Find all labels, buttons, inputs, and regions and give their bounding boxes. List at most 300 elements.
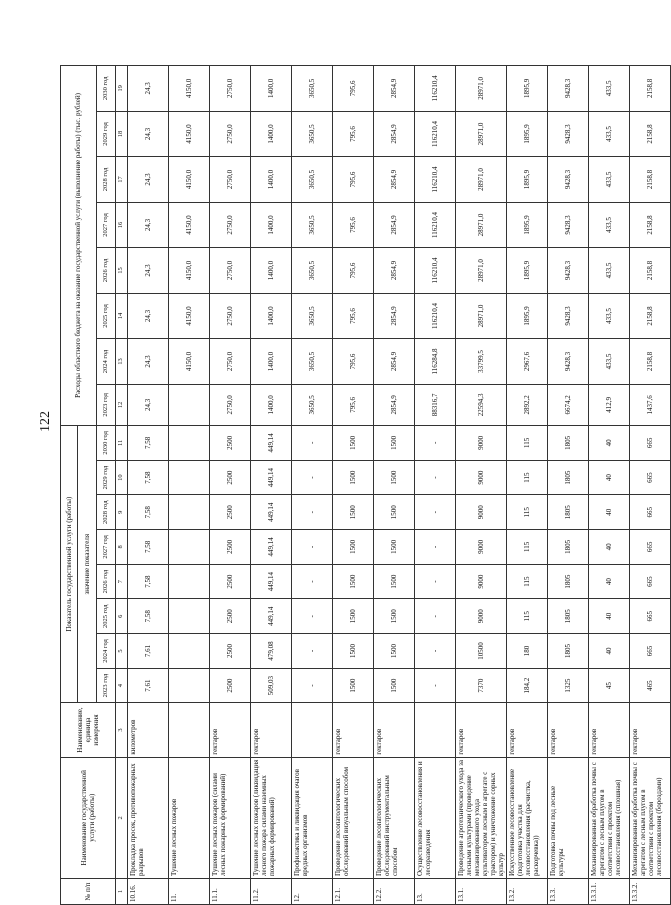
column-number: 4 xyxy=(116,668,128,703)
expense-value: 3650,5 xyxy=(292,157,333,203)
indicator-value: - xyxy=(292,634,333,669)
expense-value: 795,6 xyxy=(333,202,374,248)
table-row xyxy=(251,66,292,905)
indicator-value: 665 xyxy=(630,425,671,460)
expense-value: 24,3 xyxy=(128,339,169,385)
header-name: Наименование государственной услуги (работы) xyxy=(61,757,116,878)
expense-value: 24,3 xyxy=(128,248,169,294)
page-number: 122 xyxy=(38,411,53,432)
indicator-value: 2500 xyxy=(210,564,251,599)
expense-value: 9428,3 xyxy=(548,293,589,339)
indicator-value: 2500 xyxy=(210,495,251,530)
header-no: № п/п xyxy=(61,879,116,905)
expense-value: 3650,5 xyxy=(292,339,333,385)
expense-value: 2854,9 xyxy=(374,202,415,248)
expense-value: 9428,3 xyxy=(548,339,589,385)
expense-value: 2750,0 xyxy=(210,111,251,157)
indicator-value: - xyxy=(292,668,333,703)
indicator-value: 479,08 xyxy=(251,634,292,669)
expense-value: 2158,8 xyxy=(630,248,671,294)
unit-of-measure xyxy=(415,703,456,757)
indicator-value: 9000 xyxy=(456,599,507,634)
expense-value: 9428,3 xyxy=(548,111,589,157)
column-number: 16 xyxy=(116,202,128,248)
header-year-ind: 2025 год xyxy=(97,599,116,634)
header-year-ind: 2024 год xyxy=(97,634,116,669)
indicator-value: 2500 xyxy=(210,425,251,460)
indicator-value: 665 xyxy=(630,564,671,599)
rotated-table-container xyxy=(60,65,664,905)
expense-value: 9428,3 xyxy=(548,66,589,112)
indicator-value: 115 xyxy=(507,495,548,530)
indicator-value: 7370 xyxy=(456,668,507,703)
expense-value: 24,3 xyxy=(128,384,169,425)
row-number: 13.1. xyxy=(456,879,507,905)
expense-value: 1400,0 xyxy=(251,202,292,248)
indicator-value: 2500 xyxy=(210,530,251,565)
indicator-value: - xyxy=(415,668,456,703)
expense-value: 4150,0 xyxy=(169,111,210,157)
indicator-value: 40 xyxy=(589,530,630,565)
expense-value: 1400,0 xyxy=(251,384,292,425)
column-number: 12 xyxy=(116,384,128,425)
expense-value: 6674,2 xyxy=(548,384,589,425)
indicator-value: - xyxy=(292,564,333,599)
header-year-exp: 2024 год xyxy=(97,339,116,385)
indicator-value xyxy=(169,634,210,669)
indicator-value: 1500 xyxy=(333,634,374,669)
row-number: 12.2. xyxy=(374,879,415,905)
column-number: 3 xyxy=(116,703,128,757)
indicator-value: 7,58 xyxy=(128,530,169,565)
unit-of-measure: километров xyxy=(128,703,169,757)
table-row xyxy=(333,66,374,905)
table-row xyxy=(128,66,169,905)
expense-value: 3650,5 xyxy=(292,248,333,294)
indicator-value: 1500 xyxy=(333,564,374,599)
table-row xyxy=(374,66,415,905)
column-number: 9 xyxy=(116,495,128,530)
expense-value: 1400,0 xyxy=(251,157,292,203)
indicator-value: - xyxy=(292,460,333,495)
indicator-value: - xyxy=(415,634,456,669)
expense-value: 9428,3 xyxy=(548,157,589,203)
expense-value: 2750,0 xyxy=(210,339,251,385)
expense-value: 2854,9 xyxy=(374,111,415,157)
indicator-value: 7,58 xyxy=(128,564,169,599)
expense-value: 116210,4 xyxy=(415,293,456,339)
row-number: 13.3.2. xyxy=(630,879,671,905)
indicator-value: 45 xyxy=(589,668,630,703)
indicator-value: - xyxy=(415,530,456,565)
expense-value: 24,3 xyxy=(128,293,169,339)
expense-value: 1895,9 xyxy=(507,202,548,248)
indicator-value: - xyxy=(292,530,333,565)
expense-value: 2854,9 xyxy=(374,339,415,385)
indicator-value: 7,58 xyxy=(128,599,169,634)
header-year-ind: 2028 год xyxy=(97,495,116,530)
row-number: 10.16. xyxy=(128,879,169,905)
indicator-value: 665 xyxy=(630,634,671,669)
indicator-value: 40 xyxy=(589,460,630,495)
indicator-value: 180 xyxy=(507,634,548,669)
expense-value: 433,5 xyxy=(589,202,630,248)
table-row xyxy=(169,66,210,905)
expense-value: 116210,4 xyxy=(415,157,456,203)
expense-value: 2854,9 xyxy=(374,157,415,203)
indicator-value: - xyxy=(292,599,333,634)
indicator-value: 2500 xyxy=(210,634,251,669)
expense-value: 28971,0 xyxy=(456,66,507,112)
expense-value: 2892,2 xyxy=(507,384,548,425)
indicator-value xyxy=(169,599,210,634)
indicator-value: - xyxy=(292,495,333,530)
indicator-value: 115 xyxy=(507,530,548,565)
indicator-value: 449,14 xyxy=(251,564,292,599)
service-name: Осуществление лесовосстановления и лесоразведения xyxy=(415,757,456,878)
indicator-value: 9000 xyxy=(456,460,507,495)
expense-value: 412,9 xyxy=(589,384,630,425)
indicator-value: 1500 xyxy=(374,530,415,565)
indicator-value xyxy=(169,530,210,565)
expense-value: 433,5 xyxy=(589,111,630,157)
indicator-value: 7,61 xyxy=(128,634,169,669)
indicator-value: 1805 xyxy=(548,599,589,634)
row-number: 13.2. xyxy=(507,879,548,905)
expense-value: 433,5 xyxy=(589,339,630,385)
header-year-exp: 2028 год xyxy=(97,157,116,203)
row-number: 12. xyxy=(292,879,333,905)
service-name: Механизированная обработка почвы с агрегатом с лесным плугом в соответствии с проектом лесовосстановления (бороздами) xyxy=(630,757,671,878)
header-year-exp: 2025 год xyxy=(97,293,116,339)
expense-value: 28971,0 xyxy=(456,248,507,294)
expense-value: 2158,8 xyxy=(630,293,671,339)
expense-value: 1895,9 xyxy=(507,157,548,203)
expense-value: 3650,5 xyxy=(292,66,333,112)
indicator-value: 1500 xyxy=(374,425,415,460)
indicator-value: 9000 xyxy=(456,564,507,599)
expense-value: 1437,6 xyxy=(630,384,671,425)
expense-value: 2750,0 xyxy=(210,248,251,294)
indicator-value: 1500 xyxy=(374,564,415,599)
expense-value: 2158,8 xyxy=(630,157,671,203)
indicator-value: - xyxy=(415,599,456,634)
unit-of-measure: гектаров xyxy=(210,703,251,757)
indicator-value: - xyxy=(415,495,456,530)
expense-value: 1895,9 xyxy=(507,111,548,157)
expense-value: 1400,0 xyxy=(251,66,292,112)
indicator-value: 449,14 xyxy=(251,530,292,565)
expense-value: 4150,0 xyxy=(169,248,210,294)
service-name: Проведение лесопатологических обследований визуальным способом xyxy=(333,757,374,878)
header-year-ind: 2029 год xyxy=(97,460,116,495)
indicator-value: 40 xyxy=(589,599,630,634)
expense-value: 33799,5 xyxy=(456,339,507,385)
row-number: 13.3. xyxy=(548,879,589,905)
column-number: 7 xyxy=(116,564,128,599)
expense-value: 795,6 xyxy=(333,111,374,157)
indicator-value: 449,14 xyxy=(251,495,292,530)
expense-value: 22594,3 xyxy=(456,384,507,425)
indicator-value: 665 xyxy=(630,460,671,495)
row-number: 12.1. xyxy=(333,879,374,905)
indicator-value: 115 xyxy=(507,425,548,460)
expense-value: 433,5 xyxy=(589,157,630,203)
header-year-exp: 2023 год xyxy=(97,384,116,425)
unit-of-measure xyxy=(292,703,333,757)
indicator-value: 1805 xyxy=(548,564,589,599)
expense-value: 795,6 xyxy=(333,248,374,294)
expense-value: 433,5 xyxy=(589,293,630,339)
indicator-value: 1500 xyxy=(333,425,374,460)
expense-value: 28971,0 xyxy=(456,157,507,203)
table-row xyxy=(456,66,507,905)
column-number: 15 xyxy=(116,248,128,294)
unit-of-measure: гектаров xyxy=(456,703,507,757)
expense-value: 2158,8 xyxy=(630,202,671,248)
expense-value: 2158,8 xyxy=(630,66,671,112)
row-number: 11.1. xyxy=(210,879,251,905)
expense-value: 24,3 xyxy=(128,202,169,248)
expense-value: 24,3 xyxy=(128,111,169,157)
column-number: 8 xyxy=(116,530,128,565)
expense-value: 1400,0 xyxy=(251,339,292,385)
expense-value: 795,6 xyxy=(333,66,374,112)
expense-value: 2854,9 xyxy=(374,248,415,294)
indicator-value: 1325 xyxy=(548,668,589,703)
service-name: Подготовка почвы под лесные культуры xyxy=(548,757,589,878)
unit-of-measure: гектаров xyxy=(507,703,548,757)
indicator-value: 449,14 xyxy=(251,599,292,634)
indicator-value: 10500 xyxy=(456,634,507,669)
service-name: Тушение лесных пожаров (ликвидация лесного пожара силами наземных пожарных формирований) xyxy=(251,757,292,878)
indicator-value: 1805 xyxy=(548,530,589,565)
table-row xyxy=(292,66,333,905)
expense-value: 4150,0 xyxy=(169,293,210,339)
indicator-value: 2500 xyxy=(210,460,251,495)
indicator-value: 665 xyxy=(630,599,671,634)
indicator-value: 665 xyxy=(630,495,671,530)
expense-value: 116210,4 xyxy=(415,111,456,157)
row-number: 11.2. xyxy=(251,879,292,905)
unit-of-measure: гектаров xyxy=(589,703,630,757)
indicator-value: 1805 xyxy=(548,495,589,530)
column-number: 1 xyxy=(116,879,128,905)
column-number: 5 xyxy=(116,634,128,669)
expense-value: 2158,8 xyxy=(630,339,671,385)
indicator-value: 1500 xyxy=(374,495,415,530)
expense-value: 2750,0 xyxy=(210,384,251,425)
indicator-value xyxy=(169,564,210,599)
unit-of-measure: гектаров xyxy=(374,703,415,757)
indicator-value: 1500 xyxy=(333,460,374,495)
expense-value: 1400,0 xyxy=(251,293,292,339)
expense-value: 116210,4 xyxy=(415,202,456,248)
expense-value: 2854,9 xyxy=(374,384,415,425)
service-name: Проведение агротехнического ухода за лесными культурами (проведение механизированного ухода культиватором лесным в агрегате с трактором) и уничтожение сорных культур xyxy=(456,757,507,878)
indicator-value: 1805 xyxy=(548,425,589,460)
indicator-value: 40 xyxy=(589,495,630,530)
expense-value: 2750,0 xyxy=(210,66,251,112)
expense-value: 2854,9 xyxy=(374,66,415,112)
indicator-value: 9000 xyxy=(456,425,507,460)
expense-value: 2750,0 xyxy=(210,202,251,248)
expense-value: 3650,5 xyxy=(292,111,333,157)
indicator-value xyxy=(169,495,210,530)
expense-value: 28971,0 xyxy=(456,111,507,157)
indicator-value: 1805 xyxy=(548,460,589,495)
header-year-exp: 2030 год xyxy=(97,66,116,112)
expense-value: 116210,4 xyxy=(415,248,456,294)
expense-value: 1895,9 xyxy=(507,293,548,339)
expense-value: 795,6 xyxy=(333,339,374,385)
expense-value: 2967,6 xyxy=(507,339,548,385)
table-row xyxy=(548,66,589,905)
expense-value: 4150,0 xyxy=(169,339,210,385)
expense-value: 116210,4 xyxy=(415,66,456,112)
indicator-value: 1500 xyxy=(333,530,374,565)
header-year-exp: 2026 год xyxy=(97,248,116,294)
column-number: 17 xyxy=(116,157,128,203)
expense-value: 433,5 xyxy=(589,66,630,112)
indicator-value: 1500 xyxy=(333,495,374,530)
indicator-value: 115 xyxy=(507,564,548,599)
unit-of-measure: гектаров xyxy=(251,703,292,757)
indicator-value: 1500 xyxy=(374,599,415,634)
indicator-value xyxy=(169,460,210,495)
indicator-value: 40 xyxy=(589,425,630,460)
expense-value: 433,5 xyxy=(589,248,630,294)
expense-value: 2158,8 xyxy=(630,111,671,157)
service-name: Профилактика и ликвидация очагов вредных организмов xyxy=(292,757,333,878)
indicator-value xyxy=(169,425,210,460)
expense-value: 1895,9 xyxy=(507,66,548,112)
service-name: Проведение лесопатологических обследований инструментальным способом xyxy=(374,757,415,878)
table-row xyxy=(630,66,671,905)
expense-value: 795,6 xyxy=(333,293,374,339)
expense-value: 2750,0 xyxy=(210,293,251,339)
expense-value xyxy=(169,384,210,425)
indicator-value: 40 xyxy=(589,634,630,669)
column-number: 6 xyxy=(116,599,128,634)
indicator-value: 509,03 xyxy=(251,668,292,703)
expense-value: 4150,0 xyxy=(169,157,210,203)
expense-value: 2750,0 xyxy=(210,157,251,203)
service-name: Прокладка просек, противопожарных разрывов xyxy=(128,757,169,878)
expense-value: 1895,9 xyxy=(507,248,548,294)
expense-value: 4150,0 xyxy=(169,66,210,112)
indicator-value: - xyxy=(292,425,333,460)
column-number: 14 xyxy=(116,293,128,339)
header-year-ind: 2030 год xyxy=(97,425,116,460)
column-number: 10 xyxy=(116,460,128,495)
unit-of-measure xyxy=(169,703,210,757)
expense-value: 4150,0 xyxy=(169,202,210,248)
table-row xyxy=(507,66,548,905)
table-row xyxy=(415,66,456,905)
service-name: Тушение лесных пожаров (силами лесных пожарных формирований) xyxy=(210,757,251,878)
header-indicator-group: Показатель государственной услуги (работы) xyxy=(61,425,78,703)
indicator-value: 1500 xyxy=(333,668,374,703)
expense-value: 116284,8 xyxy=(415,339,456,385)
indicator-value: 449,14 xyxy=(251,425,292,460)
indicator-value: 115 xyxy=(507,460,548,495)
indicator-value: - xyxy=(415,425,456,460)
indicator-value: 465 xyxy=(630,668,671,703)
expense-value: 28971,0 xyxy=(456,202,507,248)
indicator-value: - xyxy=(415,460,456,495)
header-expense-group: Расходы областного бюджета на оказание государственной услуги (выполнение работы) (тыс. рублей) xyxy=(61,66,97,426)
column-number: 13 xyxy=(116,339,128,385)
indicator-value: 1805 xyxy=(548,634,589,669)
expense-value: 3650,5 xyxy=(292,384,333,425)
expense-value: 795,6 xyxy=(333,384,374,425)
indicator-value: 9000 xyxy=(456,530,507,565)
row-number: 13.3.1. xyxy=(589,879,630,905)
indicator-value: 7,58 xyxy=(128,495,169,530)
indicator-value: - xyxy=(415,564,456,599)
unit-of-measure: гектаров xyxy=(548,703,589,757)
header-year-exp: 2027 год xyxy=(97,202,116,248)
column-number: 11 xyxy=(116,425,128,460)
indicator-value: 2500 xyxy=(210,668,251,703)
indicator-value: 1500 xyxy=(374,460,415,495)
expense-value: 3650,5 xyxy=(292,202,333,248)
header-indicator-sub: значение показателя xyxy=(78,425,97,703)
expense-value: 1400,0 xyxy=(251,248,292,294)
indicator-value: 1500 xyxy=(374,668,415,703)
indicator-value: 1500 xyxy=(333,599,374,634)
indicator-value: 2500 xyxy=(210,599,251,634)
indicator-value: 184,2 xyxy=(507,668,548,703)
service-name: Механизированная обработка почвы с агрегатом с лесным плугом в соответствии с проектом лесовосстановления (сплошная) xyxy=(589,757,630,878)
expense-value: 2854,9 xyxy=(374,293,415,339)
row-number: 11. xyxy=(169,879,210,905)
service-name: Тушение лесных пожаров xyxy=(169,757,210,878)
expense-value: 9428,3 xyxy=(548,202,589,248)
expense-value: 24,3 xyxy=(128,66,169,112)
header-year-ind: 2026 год xyxy=(97,564,116,599)
unit-of-measure: гектаров xyxy=(630,703,671,757)
expense-value: 88316,7 xyxy=(415,384,456,425)
column-number: 18 xyxy=(116,111,128,157)
indicator-value: 9000 xyxy=(456,495,507,530)
budget-table xyxy=(60,65,671,905)
expense-value: 24,3 xyxy=(128,157,169,203)
table-row xyxy=(589,66,630,905)
expense-value: 3650,5 xyxy=(292,293,333,339)
header-unit: Наименование, единица измерения xyxy=(61,703,116,757)
indicator-value: 7,61 xyxy=(128,668,169,703)
indicator-value: 40 xyxy=(589,564,630,599)
expense-value: 28971,0 xyxy=(456,293,507,339)
unit-of-measure: гектаров xyxy=(333,703,374,757)
indicator-value: 7,58 xyxy=(128,425,169,460)
indicator-value: 1500 xyxy=(374,634,415,669)
header-year-ind: 2023 год xyxy=(97,668,116,703)
column-number: 19 xyxy=(116,66,128,112)
table-row xyxy=(210,66,251,905)
service-name: Искусственное лесовосстановление (подготовка участка для лесовосстановления (расчистка, раскорчевка)) xyxy=(507,757,548,878)
header-year-ind: 2027 год xyxy=(97,530,116,565)
indicator-value: 665 xyxy=(630,530,671,565)
column-number: 2 xyxy=(116,757,128,878)
indicator-value: 7,58 xyxy=(128,460,169,495)
indicator-value: 115 xyxy=(507,599,548,634)
indicator-value xyxy=(169,668,210,703)
header-year-exp: 2029 год xyxy=(97,111,116,157)
expense-value: 1400,0 xyxy=(251,111,292,157)
